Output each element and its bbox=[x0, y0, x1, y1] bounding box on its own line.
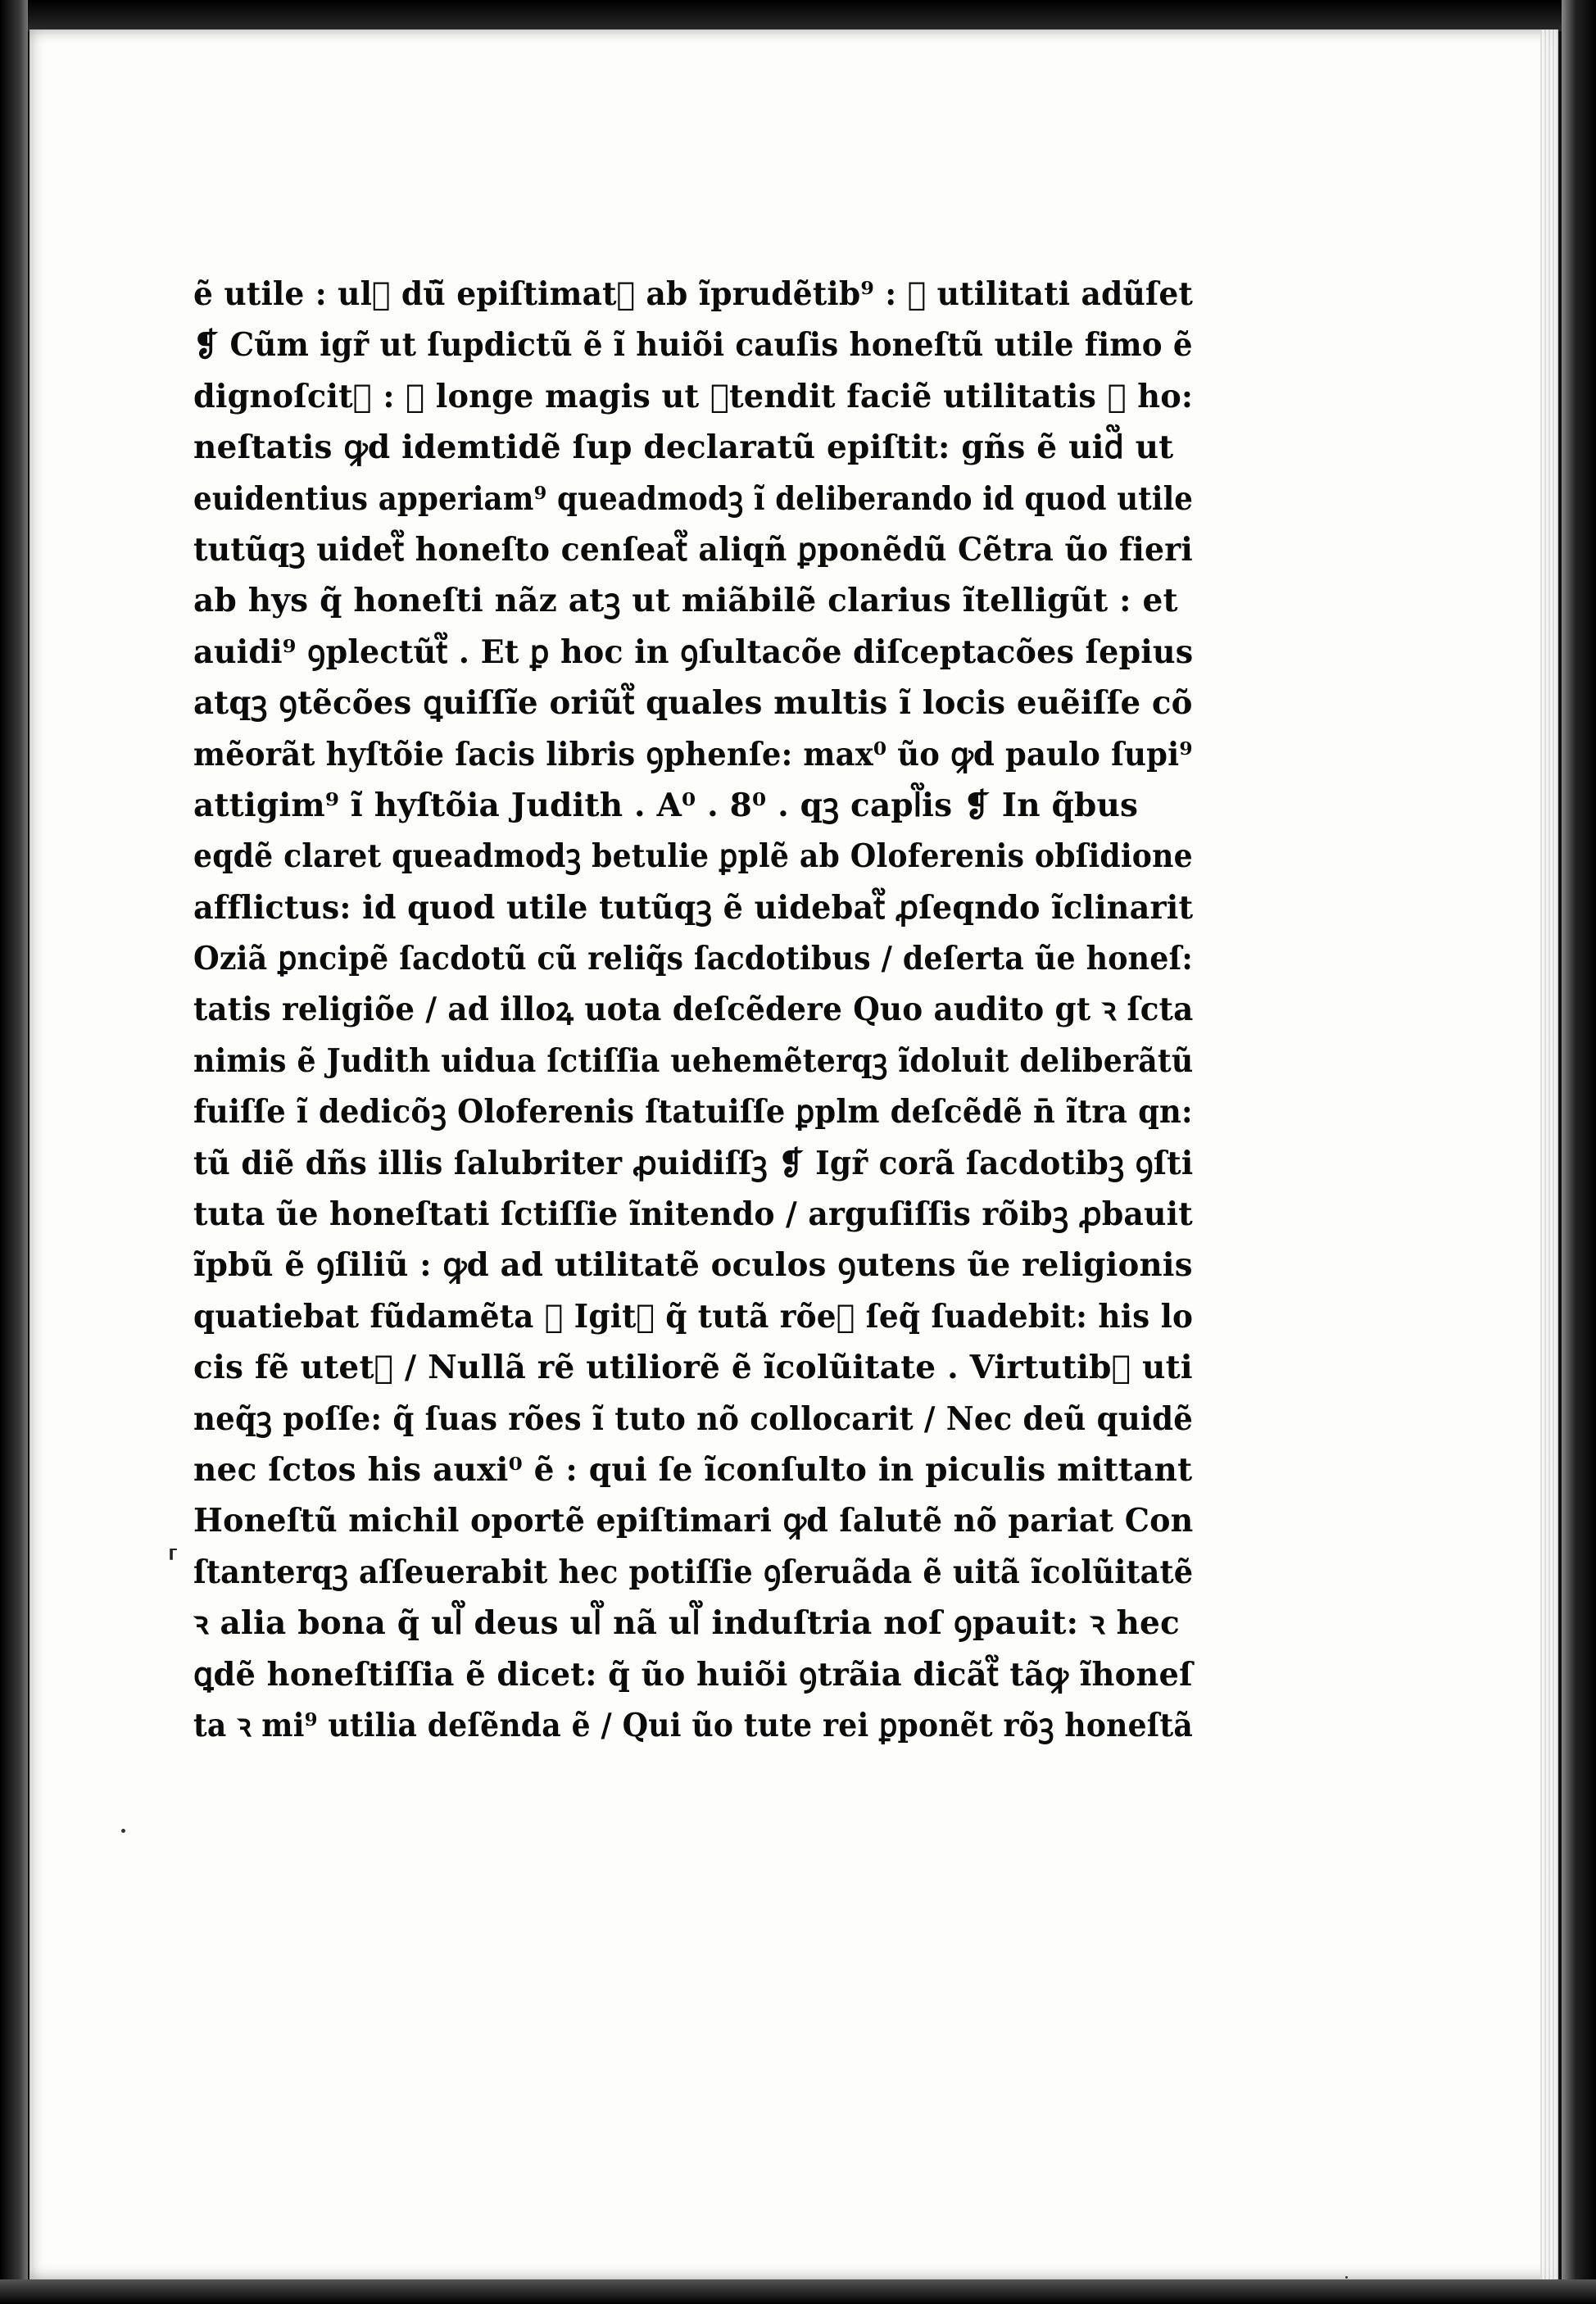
scan-edge-top bbox=[0, 0, 1596, 31]
text-line: ta ꝛ mi⁹ utilia deſẽnda ẽ / Qui ũo tute rei ꝑponẽt rõꝫ honeſtã bbox=[193, 1706, 1193, 1744]
text-line: euidentius apperiam⁹ queadmodꝫ ĩ deliberando id quod utile bbox=[193, 479, 1194, 518]
text-line: tũ diẽ dñs illis ſalubriter ꝓuidiſſꝫ ❡ Igr̃ corã ſacdotibꝫ ꝯſti bbox=[193, 1144, 1194, 1182]
scan-edge-bottom bbox=[0, 2279, 1596, 2304]
text-line: neq̃ꝫ poſſe: q̃ ſuas rões ĩ tuto nõ collocarit / Nec deũ quidẽ bbox=[193, 1399, 1194, 1438]
text-line: Honeſtũ michil oportẽ epiſtimari ꝙd ſalutẽ nõ pariat Con bbox=[193, 1502, 1194, 1540]
text-line: nec ſctos his auxi⁰ ẽ : qui ſe ĩconſulto in piculis mittant bbox=[193, 1450, 1193, 1489]
margin-mark: ⸢ bbox=[167, 1544, 179, 1580]
text-line: attigim⁹ ĩ hyſtõia Judith . A⁰ . 8⁰ . qꝫ capl᷑is ❡ In q̃bus bbox=[193, 786, 1139, 824]
ink-speck bbox=[121, 1829, 125, 1833]
ink-speck bbox=[1345, 2276, 1348, 2279]
text-line: tutũqꝫ uidet᷑ honeſto cenſeat᷑ aliqñ ꝑponẽdũ Cẽtra ũo fieri bbox=[193, 530, 1193, 569]
text-line: tatis religiõe / ad illoꝝ uota deſcẽdere Quo audito gt ꝛ ſcta bbox=[193, 991, 1194, 1029]
manuscript-page bbox=[29, 29, 1558, 2279]
text-line: ❡ Cũm igr̃ ut ſupdictũ ẽ ĩ huiõi cauſis honeſtũ utile fimo ẽ bbox=[193, 326, 1193, 365]
text-line: ſtanterqꝫ aſſeuerabit hec potiſſie ꝯſeruãda ẽ uitã ĩcolũitatẽ bbox=[193, 1553, 1194, 1591]
text-line: tuta ũe honeſtati ſctiſſie ĩnitendo / arguſiſſis rõibꝫ ꝓbauit bbox=[193, 1195, 1193, 1234]
scan-edge-left bbox=[0, 0, 28, 2304]
text-line: quatiebat fũdamẽta ❡ Igit᷑ q̃ tutã rõeꝫ ſeq̃ ſuadebit: his lo bbox=[193, 1297, 1194, 1336]
text-block bbox=[193, 269, 1193, 1751]
text-line: dignoſcit᷑ : ꝛ longe magis ut ꝑtendit faciẽ utilitatis ꝙ ho: bbox=[193, 377, 1194, 415]
text-line: ẽ utile : ul᷑ dū̃ epiſtimat᷑ ab ĩprudẽtib⁹ : ꝙ utilitati adũſet bbox=[193, 275, 1194, 313]
text-line: ꝗdẽ honeſtiſſia ẽ dicet: q̃ ũo huiõi ꝯtrãia dicãt᷑ tãꝙ ĩhoneſ bbox=[193, 1655, 1193, 1694]
text-line: nimis ẽ Judith uidua ſctiſſia uehemẽterqꝫ ĩdoluit deliberãtũ bbox=[193, 1041, 1194, 1080]
text-line: mẽorãt hyſtõie ſacis libris ꝯphenſe: max⁰ ũo ꝙd paulo ſupi⁹ bbox=[193, 735, 1193, 773]
page-edge-shading bbox=[1540, 29, 1558, 2279]
text-line: auidi⁹ ꝯplectũt᷑ . Et ꝑ hoc in ꝯſultacõe diſceptacões ſepius bbox=[193, 633, 1194, 671]
scan-edge-right bbox=[1562, 0, 1596, 2304]
text-line: ꝛ alia bona q̃ ul᷑ deus ul᷑ nã ul᷑ induſtria noſ ꝯpauit: ꝛ hec bbox=[193, 1604, 1180, 1643]
text-line: afflictus: id quod utile tutũqꝫ ẽ uidebat᷑ ꝓſeqndo ĩclinarit bbox=[193, 888, 1194, 927]
text-line: neſtatis ꝙd idemtidẽ ſup declaratũ epiſtit: gñs ẽ uid᷑ ut bbox=[193, 429, 1174, 467]
text-line: fuiſſe ĩ dedicõꝫ Oloferenis ſtatuiſſe ꝑplm deſcẽdẽ n̄ ĩtra qn: bbox=[193, 1093, 1193, 1132]
text-line: eqdẽ claret queadmodꝫ betulie ꝑplẽ ab Oloferenis obſidione bbox=[193, 837, 1193, 876]
text-line: ab hys q̃ honeſti nãz atꝫ ut miãbilẽ clarius ĩtelligũt : et bbox=[193, 582, 1178, 620]
text-line: atqꝫ ꝯtẽcões ꝗuiſſĩe oriũt᷑ quales multis ĩ locis euẽiſſe cõ bbox=[193, 684, 1193, 723]
text-line: Oziã ꝑncipẽ ſacdotũ cũ reliq̃s ſacdotibus / deſerta ũe honeſ: bbox=[193, 940, 1194, 978]
text-line: cis fẽ utet᷑ / Nullã rẽ utiliorẽ ẽ ĩcolũitate . Virtutibꝫ uti bbox=[193, 1349, 1193, 1387]
text-line: ĩpbũ ẽ ꝯſiliũ : ꝙd ad utilitatẽ oculos ꝯutens ũe religionis bbox=[193, 1246, 1193, 1285]
